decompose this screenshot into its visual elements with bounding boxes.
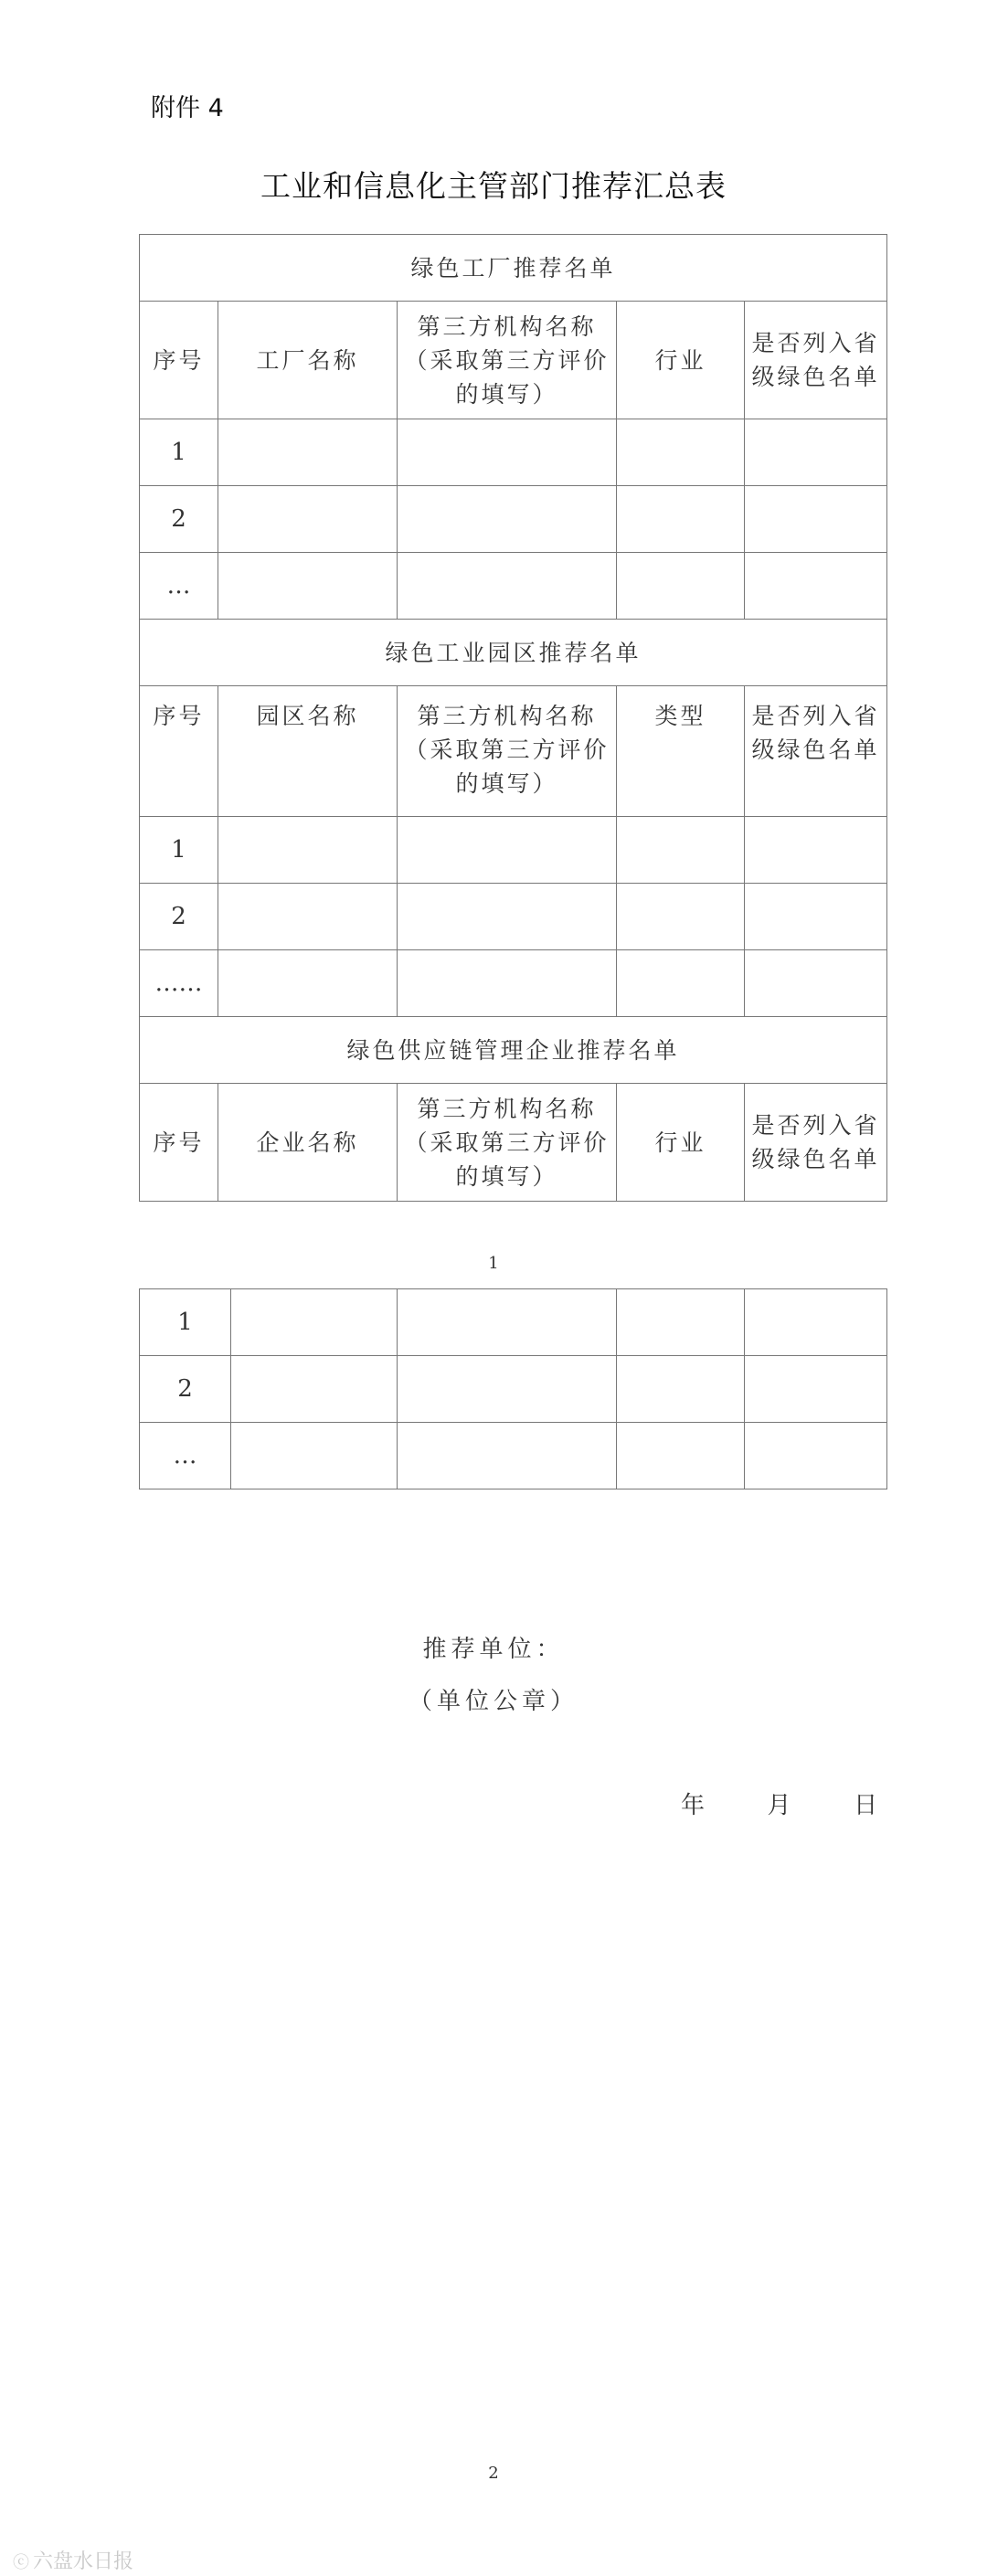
row-index: 1 — [140, 419, 218, 486]
date-year: 年 — [681, 1792, 706, 1819]
empty-cell — [617, 419, 745, 486]
section-heading-green-park: 绿色工业园区推荐名单 — [140, 620, 887, 686]
section-heading-green-supply-chain: 绿色供应链管理企业推荐名单 — [140, 1017, 887, 1084]
empty-cell — [398, 950, 617, 1017]
table-header-row — [140, 302, 887, 419]
date-line — [681, 1786, 877, 1820]
column-header-third-party: 第三方机构名称（采取第三方评价的填写） — [398, 302, 617, 419]
empty-cell — [617, 884, 745, 950]
unit-seal-label: （单位公章） — [408, 1688, 578, 1715]
page-number: 2 — [488, 2464, 499, 2483]
empty-cell — [231, 1356, 398, 1423]
row-index: …… — [140, 950, 218, 1017]
empty-cell — [617, 1423, 745, 1489]
empty-cell — [398, 1423, 617, 1489]
empty-cell — [398, 486, 617, 553]
column-header-provincial-list: 是否列入省级绿色名单 — [745, 1084, 887, 1202]
document-title: 工业和信息化主管部门推荐汇总表 — [260, 168, 727, 204]
column-header-third-party: 第三方机构名称（采取第三方评价的填写） — [398, 1084, 617, 1202]
empty-cell — [745, 553, 887, 620]
table-row — [140, 950, 887, 1017]
empty-cell — [218, 884, 398, 950]
empty-cell — [231, 1289, 398, 1356]
empty-cell — [745, 1423, 887, 1489]
column-header-industry: 行业 — [617, 302, 745, 419]
empty-cell — [398, 419, 617, 486]
annex-label: 附件 4 — [151, 94, 224, 122]
empty-cell — [218, 817, 398, 884]
empty-cell — [745, 486, 887, 553]
row-index: … — [140, 1423, 231, 1489]
camera-swirl-icon: ⓒ — [13, 2553, 29, 2572]
empty-cell — [218, 419, 398, 486]
row-index: … — [140, 553, 218, 620]
empty-cell — [745, 817, 887, 884]
row-index: 2 — [140, 884, 218, 950]
empty-cell — [745, 950, 887, 1017]
empty-cell — [218, 486, 398, 553]
table-row — [140, 419, 887, 486]
empty-cell — [231, 1423, 398, 1489]
empty-cell — [745, 1289, 887, 1356]
date-day: 日 — [854, 1792, 878, 1819]
table-row — [140, 1289, 887, 1356]
column-header-index: 序号 — [140, 1084, 218, 1202]
watermark — [13, 2546, 133, 2574]
table-row — [140, 817, 887, 884]
watermark-text: 六盘水日报 — [33, 2550, 134, 2573]
empty-cell — [617, 553, 745, 620]
column-header-third-party: 第三方机构名称（采取第三方评价的填写） — [398, 686, 617, 817]
table-row — [140, 1423, 887, 1489]
row-index: 2 — [140, 486, 218, 553]
recommending-unit-label: 推荐单位： — [422, 1636, 565, 1663]
column-header-factory-name: 工厂名称 — [218, 302, 398, 419]
empty-cell — [218, 553, 398, 620]
empty-cell — [398, 817, 617, 884]
column-header-type: 类型 — [617, 686, 745, 817]
empty-cell — [617, 950, 745, 1017]
empty-cell — [745, 419, 887, 486]
empty-cell — [617, 486, 745, 553]
recommendation-table — [139, 234, 887, 1202]
table-row — [140, 884, 887, 950]
row-index: 1 — [140, 817, 218, 884]
table-row — [140, 1356, 887, 1423]
empty-cell — [617, 817, 745, 884]
empty-cell — [745, 1356, 887, 1423]
table-header-row — [140, 686, 887, 817]
column-header-provincial-list: 是否列入省级绿色名单 — [745, 302, 887, 419]
row-index: 1 — [140, 1289, 231, 1356]
column-header-enterprise-name: 企业名称 — [218, 1084, 398, 1202]
column-header-industry: 行业 — [617, 1084, 745, 1202]
empty-cell — [398, 1289, 617, 1356]
table-row — [140, 486, 887, 553]
date-month: 月 — [767, 1792, 791, 1819]
continuation-table — [139, 1288, 887, 1489]
table-header-row — [140, 1084, 887, 1202]
page-number: 1 — [488, 1254, 499, 1273]
empty-cell — [617, 1289, 745, 1356]
section-heading-green-factory: 绿色工厂推荐名单 — [140, 235, 887, 302]
empty-cell — [398, 1356, 617, 1423]
empty-cell — [398, 553, 617, 620]
column-header-provincial-list: 是否列入省级绿色名单 — [745, 686, 887, 817]
row-index: 2 — [140, 1356, 231, 1423]
table-row — [140, 553, 887, 620]
column-header-park-name: 园区名称 — [218, 686, 398, 817]
column-header-index: 序号 — [140, 302, 218, 419]
empty-cell — [617, 1356, 745, 1423]
empty-cell — [218, 950, 398, 1017]
empty-cell — [745, 884, 887, 950]
column-header-index: 序号 — [140, 686, 218, 817]
empty-cell — [398, 884, 617, 950]
